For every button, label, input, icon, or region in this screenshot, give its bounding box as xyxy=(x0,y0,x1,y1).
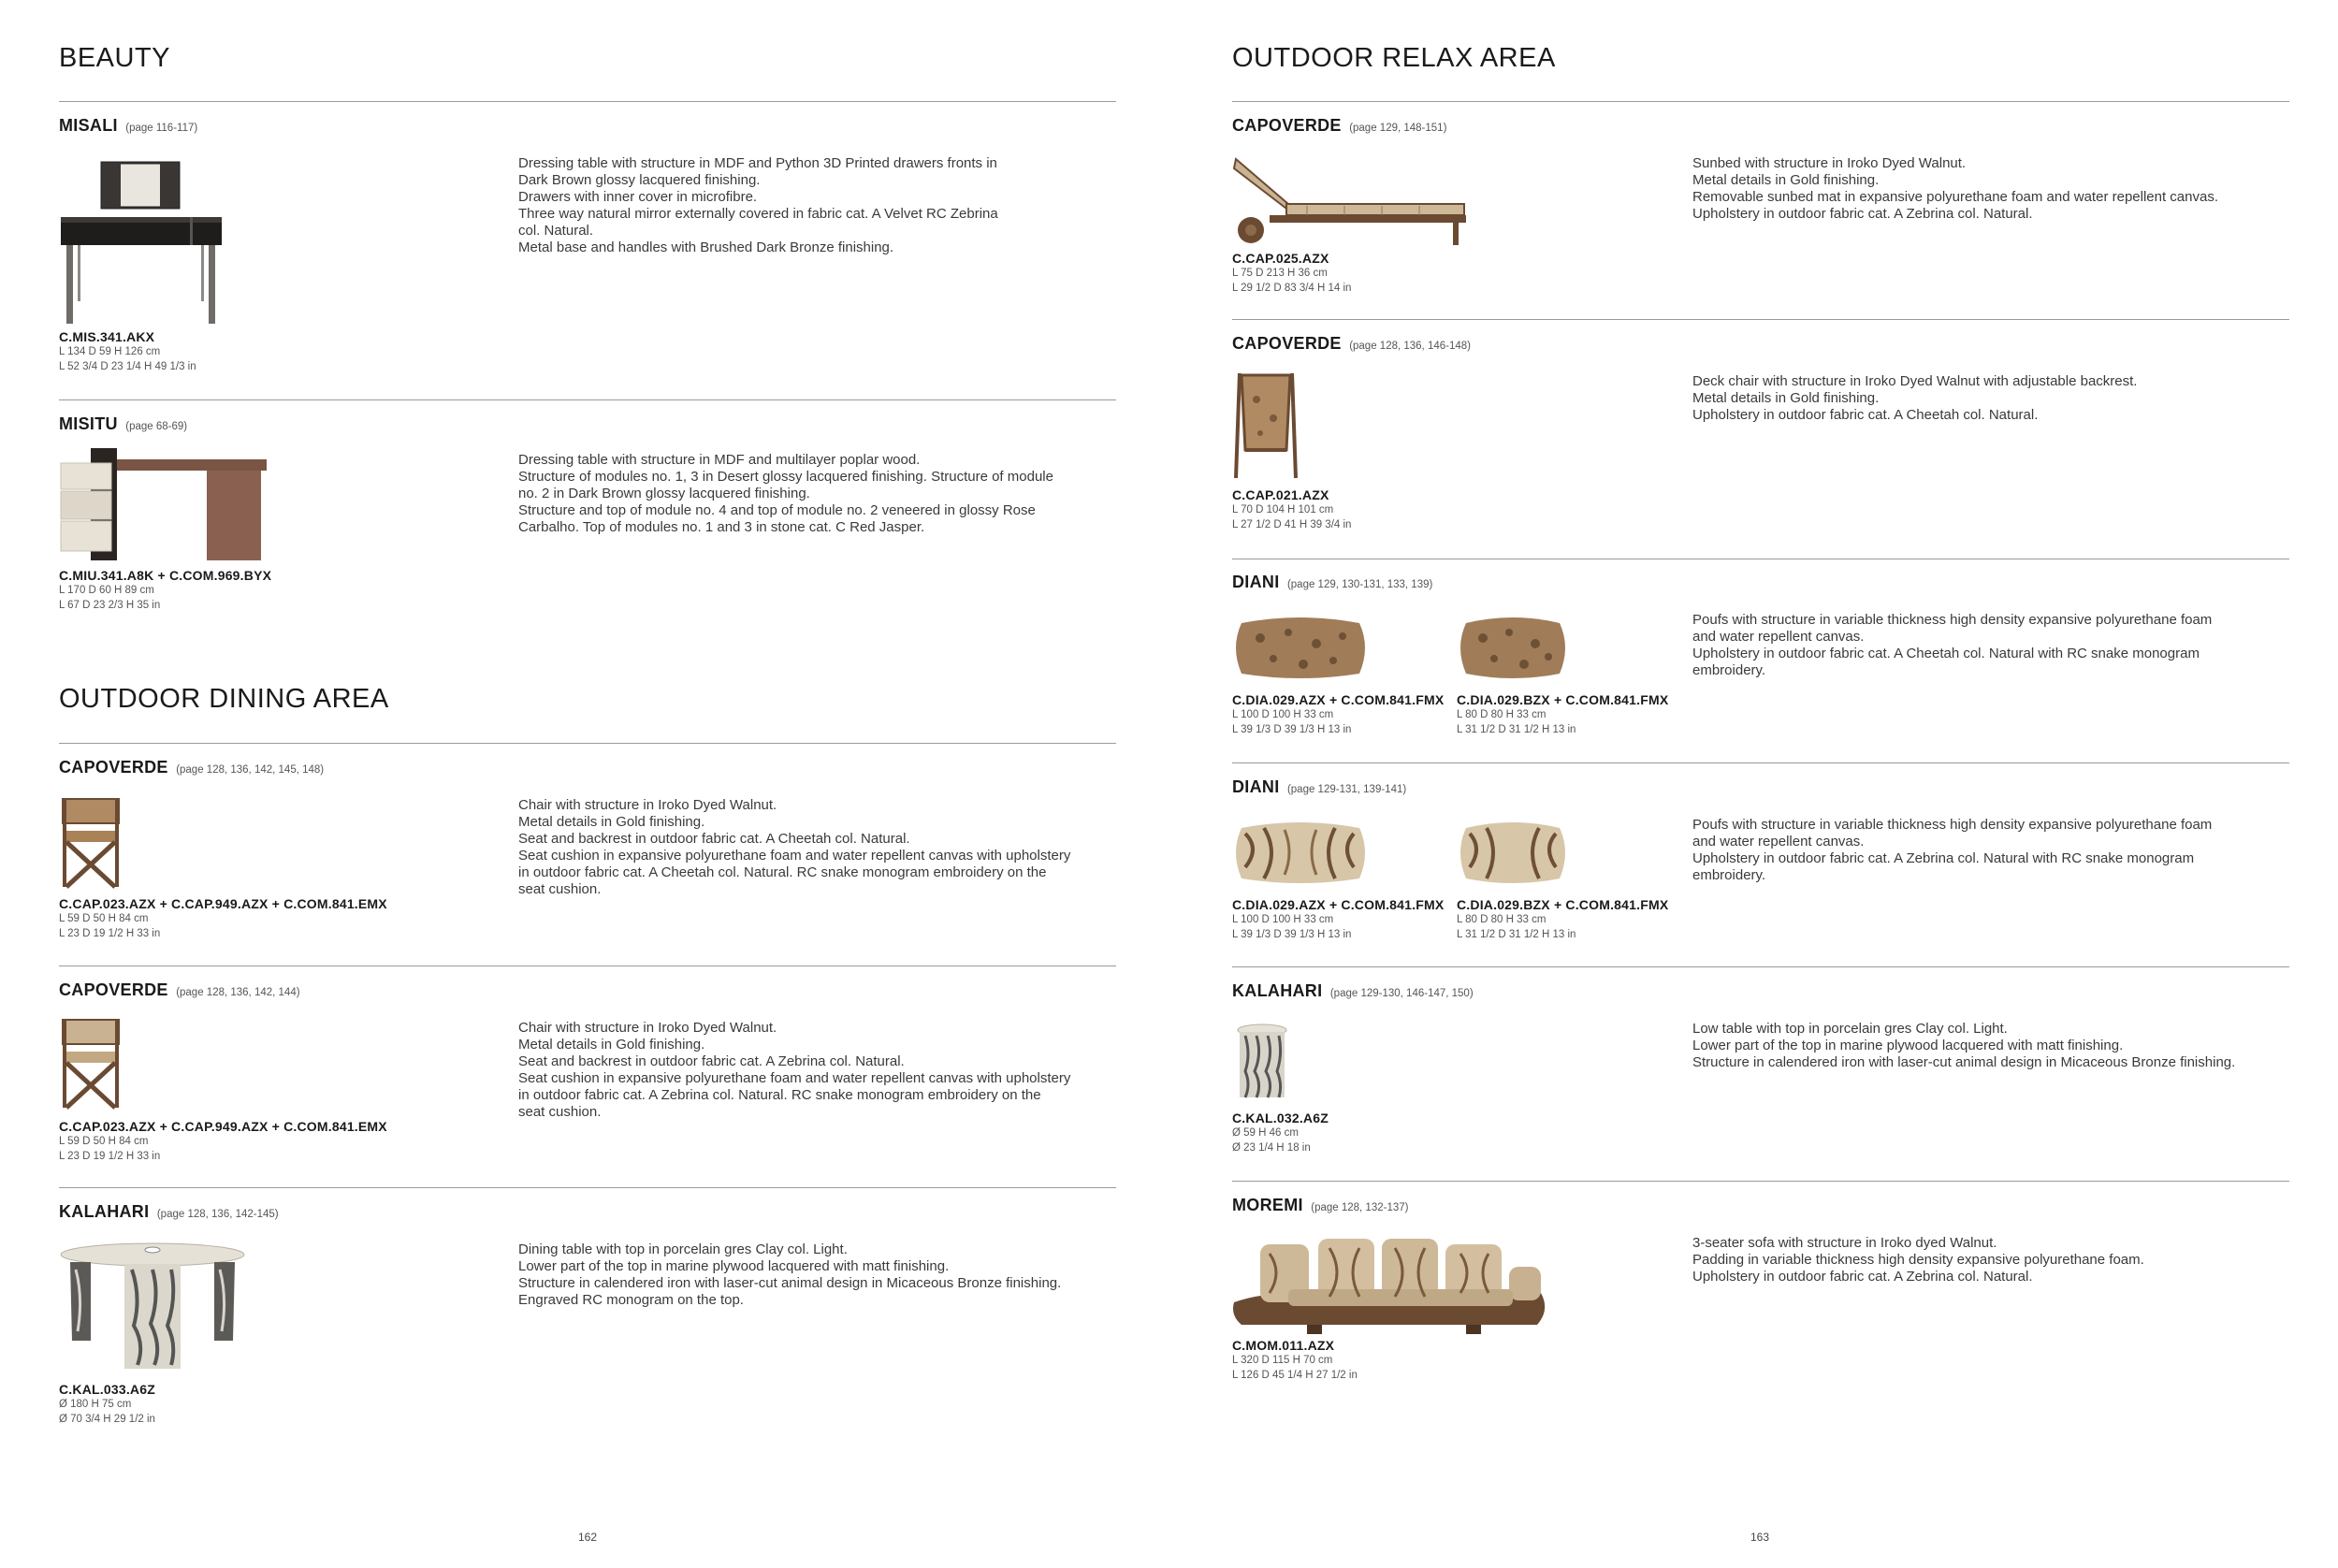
page-reference: (page 128, 136, 146-148) xyxy=(1349,341,1471,352)
page-reference: (page 129, 130-131, 133, 139) xyxy=(1286,579,1433,590)
entry-rule xyxy=(59,399,1116,400)
description-line: Poufs with structure in variable thickness high density expansive polyurethane foam xyxy=(1692,817,2213,833)
dimensions-in: L 23 D 19 1/2 H 33 in xyxy=(59,928,161,939)
product-description xyxy=(1692,1021,2235,1071)
product-entry-diani-zebrina xyxy=(1232,777,2289,965)
director-chair-zebrina-image xyxy=(59,1018,123,1110)
product-code: C.KAL.032.A6Z xyxy=(1232,1111,1329,1125)
pouf-large-cheetah-image xyxy=(1232,616,1369,681)
dimensions-in: L 31 1/2 D 31 1/2 H 13 in xyxy=(1457,929,1576,940)
sofa-image xyxy=(1232,1235,1550,1338)
description-line: Dressing table with structure in MDF and multilayer poplar wood. xyxy=(518,452,921,468)
product-name: CAPOVERDE xyxy=(59,980,168,999)
product-description xyxy=(518,797,1070,898)
low-table-image xyxy=(1236,1023,1288,1099)
description-line: Poufs with structure in variable thickness high density expansive polyurethane foam xyxy=(1692,612,2213,628)
product-code-block xyxy=(1232,251,1351,296)
dimensions-cm: L 134 D 59 H 126 cm xyxy=(59,346,161,357)
product-code-block xyxy=(59,568,271,613)
page-number: 163 xyxy=(1750,1531,1770,1544)
description-line: Dark Brown glossy lacquered finishing. xyxy=(518,172,761,188)
description-line: Three way natural mirror externally covered in fabric cat. A Velvet RC Zebrina xyxy=(518,206,998,222)
description-line: Structure of modules no. 1, 3 in Desert glossy lacquered finishing. Structure of module xyxy=(518,469,1053,485)
description-line: Drawers with inner cover in microfibre. xyxy=(518,189,758,205)
product-code-block xyxy=(1232,487,1351,532)
page-reference: (page 128, 136, 142-145) xyxy=(156,1209,279,1220)
product-code-block xyxy=(1457,897,1668,942)
entry-heading xyxy=(1232,981,1474,1001)
product-code: C.CAP.021.AZX xyxy=(1232,487,1329,502)
entry-heading xyxy=(1232,573,1432,592)
page-number: 162 xyxy=(578,1531,598,1544)
page-reference: (page 128, 132-137) xyxy=(1311,1202,1409,1213)
product-code-block xyxy=(59,1382,155,1427)
description-line: Lower part of the top in marine plywood lacquered with matt finishing. xyxy=(1692,1038,2124,1053)
dimensions-cm: L 59 D 50 H 84 cm xyxy=(59,913,149,924)
description-line: Chair with structure in Iroko Dyed Walnut. xyxy=(518,797,777,813)
pouf-small-cheetah-image xyxy=(1457,616,1569,681)
description-line: Structure and top of module no. 4 and top of module no. 2 veneered in glossy Rose xyxy=(518,502,1036,518)
product-description xyxy=(518,1020,1070,1121)
dimensions-in: Ø 23 1/4 H 18 in xyxy=(1232,1142,1311,1154)
entry-rule xyxy=(1232,319,2289,320)
dimensions-cm: L 100 D 100 H 33 cm xyxy=(1232,914,1334,925)
dimensions-cm: L 80 D 80 H 33 cm xyxy=(1457,709,1547,720)
description-line: Sunbed with structure in Iroko Dyed Walnut. xyxy=(1692,155,1967,171)
product-description xyxy=(518,1241,1061,1309)
entry-rule xyxy=(59,1187,1116,1188)
dimensions-in: L 31 1/2 D 31 1/2 H 13 in xyxy=(1457,724,1576,735)
product-code: C.MOM.011.AZX xyxy=(1232,1338,1335,1353)
description-line: Dressing table with structure in MDF and Python 3D Printed drawers fronts in xyxy=(518,155,997,171)
product-code: C.DIA.029.AZX + C.COM.841.FMX xyxy=(1232,897,1445,912)
description-line: Structure in calendered iron with laser-cut animal design in Micaceous Bronze finishing. xyxy=(518,1275,1062,1291)
description-line: in outdoor fabric cat. A Zebrina col. Natural. RC snake monogram embroidery on the xyxy=(518,1087,1041,1103)
product-entry-capoverde-sunbed xyxy=(1232,116,2289,312)
product-name: DIANI xyxy=(1232,573,1280,591)
description-line: Seat and backrest in outdoor fabric cat. A Zebrina col. Natural. xyxy=(518,1053,905,1069)
description-line: and water repellent canvas. xyxy=(1692,629,1865,645)
entry-heading xyxy=(59,980,300,1000)
right-page xyxy=(1169,0,2338,1568)
dimensions-cm: L 75 D 213 H 36 cm xyxy=(1232,268,1328,279)
product-code: C.CAP.025.AZX xyxy=(1232,251,1329,266)
entry-heading xyxy=(1232,777,1406,797)
product-code-block xyxy=(59,1119,387,1164)
dimensions-cm: L 59 D 50 H 84 cm xyxy=(59,1136,149,1147)
description-line: Seat and backrest in outdoor fabric cat. A Cheetah col. Natural. xyxy=(518,831,910,847)
product-code-block xyxy=(1232,897,1444,942)
section-rule xyxy=(59,743,1116,744)
description-line: Dining table with top in porcelain gres Clay col. Light. xyxy=(518,1241,848,1257)
description-line: Low table with top in porcelain gres Clay col. Light. xyxy=(1692,1021,2008,1037)
page-reference: (page 128, 136, 142, 144) xyxy=(176,987,300,998)
product-code: C.MIS.341.AKX xyxy=(59,329,155,344)
description-line: Metal details in Gold finishing. xyxy=(1692,390,1880,406)
page-reference: (page 116-117) xyxy=(125,123,198,134)
round-dining-table-image xyxy=(59,1241,246,1371)
entry-rule xyxy=(1232,966,2289,967)
description-line: Structure in calendered iron with laser-cut animal design in Micaceous Bronze finishing. xyxy=(1692,1054,2236,1070)
product-code: C.DIA.029.BZX + C.COM.841.FMX xyxy=(1457,897,1669,912)
dimensions-cm: L 80 D 80 H 33 cm xyxy=(1457,914,1547,925)
dimensions-in: L 39 1/3 D 39 1/3 H 13 in xyxy=(1232,724,1352,735)
product-description xyxy=(1692,1235,2144,1285)
entry-heading xyxy=(59,1202,279,1222)
page-reference: (page 129, 148-151) xyxy=(1349,123,1447,134)
product-name: MOREMI xyxy=(1232,1196,1303,1214)
dimensions-in: L 126 D 45 1/4 H 27 1/2 in xyxy=(1232,1370,1358,1381)
description-line: Metal details in Gold finishing. xyxy=(1692,172,1880,188)
director-chair-cheetah-image xyxy=(59,797,123,889)
modular-dressing-table-image xyxy=(59,446,270,562)
product-description xyxy=(1692,817,2212,884)
product-code-block xyxy=(1232,1338,1358,1383)
description-line: 3-seater sofa with structure in Iroko dyed Walnut. xyxy=(1692,1235,1997,1251)
product-entry-kalahari-dining-table xyxy=(59,1202,1116,1436)
dressing-table-image xyxy=(59,159,224,327)
product-entry-misitu xyxy=(59,414,1116,620)
product-code-block xyxy=(1232,1111,1329,1155)
dimensions-in: Ø 70 3/4 H 29 1/2 in xyxy=(59,1414,155,1425)
product-code: C.MIU.341.A8K + C.COM.969.BYX xyxy=(59,568,272,583)
dimensions-in: L 52 3/4 D 23 1/4 H 49 1/3 in xyxy=(59,361,196,372)
sunbed-image xyxy=(1232,150,1468,247)
description-line: in outdoor fabric cat. A Cheetah col. Natural. RC snake monogram embroidery on the xyxy=(518,864,1047,880)
product-entry-capoverde-chair-cheetah xyxy=(59,758,1116,964)
product-description xyxy=(518,155,998,256)
product-name: CAPOVERDE xyxy=(59,758,168,777)
description-line: no. 2 in Dark Brown glossy lacquered finishing. xyxy=(518,486,810,501)
product-code: C.DIA.029.BZX + C.COM.841.FMX xyxy=(1457,692,1669,707)
dimensions-in: L 27 1/2 D 41 H 39 3/4 in xyxy=(1232,519,1352,530)
product-entry-capoverde-deck-chair xyxy=(1232,334,2289,540)
description-line: Deck chair with structure in Iroko Dyed Walnut with adjustable backrest. xyxy=(1692,373,2138,389)
product-code-block xyxy=(1232,692,1444,737)
product-name: KALAHARI xyxy=(59,1202,150,1221)
description-line: Carbalho. Top of modules no. 1 and 3 in stone cat. C Red Jasper. xyxy=(518,519,925,535)
description-line: Upholstery in outdoor fabric cat. A Zebrina col. Natural. xyxy=(1692,206,2033,222)
product-description xyxy=(518,452,1053,536)
description-line: Removable sunbed mat in expansive polyurethane foam and water repellent canvas. xyxy=(1692,189,2219,205)
description-line: Chair with structure in Iroko Dyed Walnut. xyxy=(518,1020,777,1036)
entry-rule xyxy=(1232,1181,2289,1182)
product-code: C.KAL.033.A6Z xyxy=(59,1382,155,1397)
product-name: CAPOVERDE xyxy=(1232,116,1342,135)
pouf-small-zebrina-image xyxy=(1457,820,1569,886)
description-line: Lower part of the top in marine plywood lacquered with matt finishing. xyxy=(518,1258,950,1274)
description-line: seat cushion. xyxy=(518,881,602,897)
entry-heading xyxy=(59,758,324,777)
description-line: Upholstery in outdoor fabric cat. A Zebrina col. Natural. xyxy=(1692,1269,2033,1285)
description-line: Upholstery in outdoor fabric cat. A Cheetah col. Natural. xyxy=(1692,407,2039,423)
description-line: Upholstery in outdoor fabric cat. A Zebrina col. Natural with RC snake monogram xyxy=(1692,850,2195,866)
product-name: KALAHARI xyxy=(1232,981,1323,1000)
dimensions-in: L 67 D 23 2/3 H 35 in xyxy=(59,600,161,611)
description-line: Metal details in Gold finishing. xyxy=(518,814,705,830)
product-code-block xyxy=(59,329,196,374)
description-line: embroidery. xyxy=(1692,867,1766,883)
deck-chair-image xyxy=(1232,371,1300,480)
entry-rule xyxy=(59,965,1116,966)
product-entry-moremi-sofa xyxy=(1232,1196,2289,1411)
description-line: seat cushion. xyxy=(518,1104,602,1120)
dimensions-cm: L 320 D 115 H 70 cm xyxy=(1232,1355,1333,1366)
product-name: DIANI xyxy=(1232,777,1280,796)
product-name: MISITU xyxy=(59,414,118,433)
page-reference: (page 68-69) xyxy=(125,421,188,432)
entry-heading xyxy=(1232,116,1446,136)
entry-heading xyxy=(1232,1196,1408,1215)
product-code-block xyxy=(59,896,387,941)
page-reference: (page 129-130, 146-147, 150) xyxy=(1329,988,1474,999)
product-description xyxy=(1692,612,2212,679)
product-entry-kalahari-low-table xyxy=(1232,981,2289,1178)
product-entry-diani-cheetah xyxy=(1232,573,2289,760)
description-line: Padding in variable thickness high density expansive polyurethane foam. xyxy=(1692,1252,2144,1268)
dimensions-cm: L 70 D 104 H 101 cm xyxy=(1232,504,1334,515)
product-description xyxy=(1692,155,2218,223)
page-reference: (page 129-131, 139-141) xyxy=(1286,784,1407,795)
product-name: CAPOVERDE xyxy=(1232,334,1342,353)
dimensions-cm: L 170 D 60 H 89 cm xyxy=(59,585,154,596)
product-code: C.CAP.023.AZX + C.CAP.949.AZX + C.COM.841.EMX xyxy=(59,1119,387,1134)
product-description xyxy=(1692,373,2137,424)
product-name: MISALI xyxy=(59,116,118,135)
section-rule xyxy=(1232,101,2289,102)
product-code-block xyxy=(1457,692,1668,737)
entry-heading xyxy=(1232,334,1471,354)
description-line: Metal details in Gold finishing. xyxy=(518,1037,705,1053)
description-line: Engraved RC monogram on the top. xyxy=(518,1292,744,1308)
description-line: Seat cushion in expansive polyurethane foam and water repellent canvas with upholstery xyxy=(518,1070,1071,1086)
product-code: C.CAP.023.AZX + C.CAP.949.AZX + C.COM.841.EMX xyxy=(59,896,387,911)
description-line: embroidery. xyxy=(1692,662,1766,678)
product-code: C.DIA.029.AZX + C.COM.841.FMX xyxy=(1232,692,1445,707)
entry-heading xyxy=(59,116,197,136)
product-entry-capoverde-chair-zebrina xyxy=(59,980,1116,1186)
description-line: Upholstery in outdoor fabric cat. A Cheetah col. Natural with RC snake monogram xyxy=(1692,646,2200,661)
dimensions-cm: Ø 180 H 75 cm xyxy=(59,1399,132,1410)
dimensions-cm: Ø 59 H 46 cm xyxy=(1232,1127,1299,1139)
entry-heading xyxy=(59,414,187,434)
description-line: col. Natural. xyxy=(518,223,594,239)
page-reference: (page 128, 136, 142, 145, 148) xyxy=(176,764,325,776)
description-line: Seat cushion in expansive polyurethane foam and water repellent canvas with upholstery xyxy=(518,848,1071,864)
dimensions-in: L 23 D 19 1/2 H 33 in xyxy=(59,1151,161,1162)
dimensions-in: L 29 1/2 D 83 3/4 H 14 in xyxy=(1232,283,1352,294)
description-line: Metal base and handles with Brushed Dark Bronze finishing. xyxy=(518,240,894,255)
section-title-outdoor-relax: OUTDOOR RELAX AREA xyxy=(1232,43,1556,73)
entry-rule xyxy=(1232,762,2289,763)
section-rule xyxy=(59,101,1116,102)
description-line: and water repellent canvas. xyxy=(1692,834,1865,849)
product-entry-misali xyxy=(59,116,1116,397)
dimensions-cm: L 100 D 100 H 33 cm xyxy=(1232,709,1334,720)
pouf-large-zebrina-image xyxy=(1232,820,1369,886)
section-title-beauty: BEAUTY xyxy=(59,43,171,73)
section-title-outdoor-dining: OUTDOOR DINING AREA xyxy=(59,684,389,714)
dimensions-in: L 39 1/3 D 39 1/3 H 13 in xyxy=(1232,929,1352,940)
